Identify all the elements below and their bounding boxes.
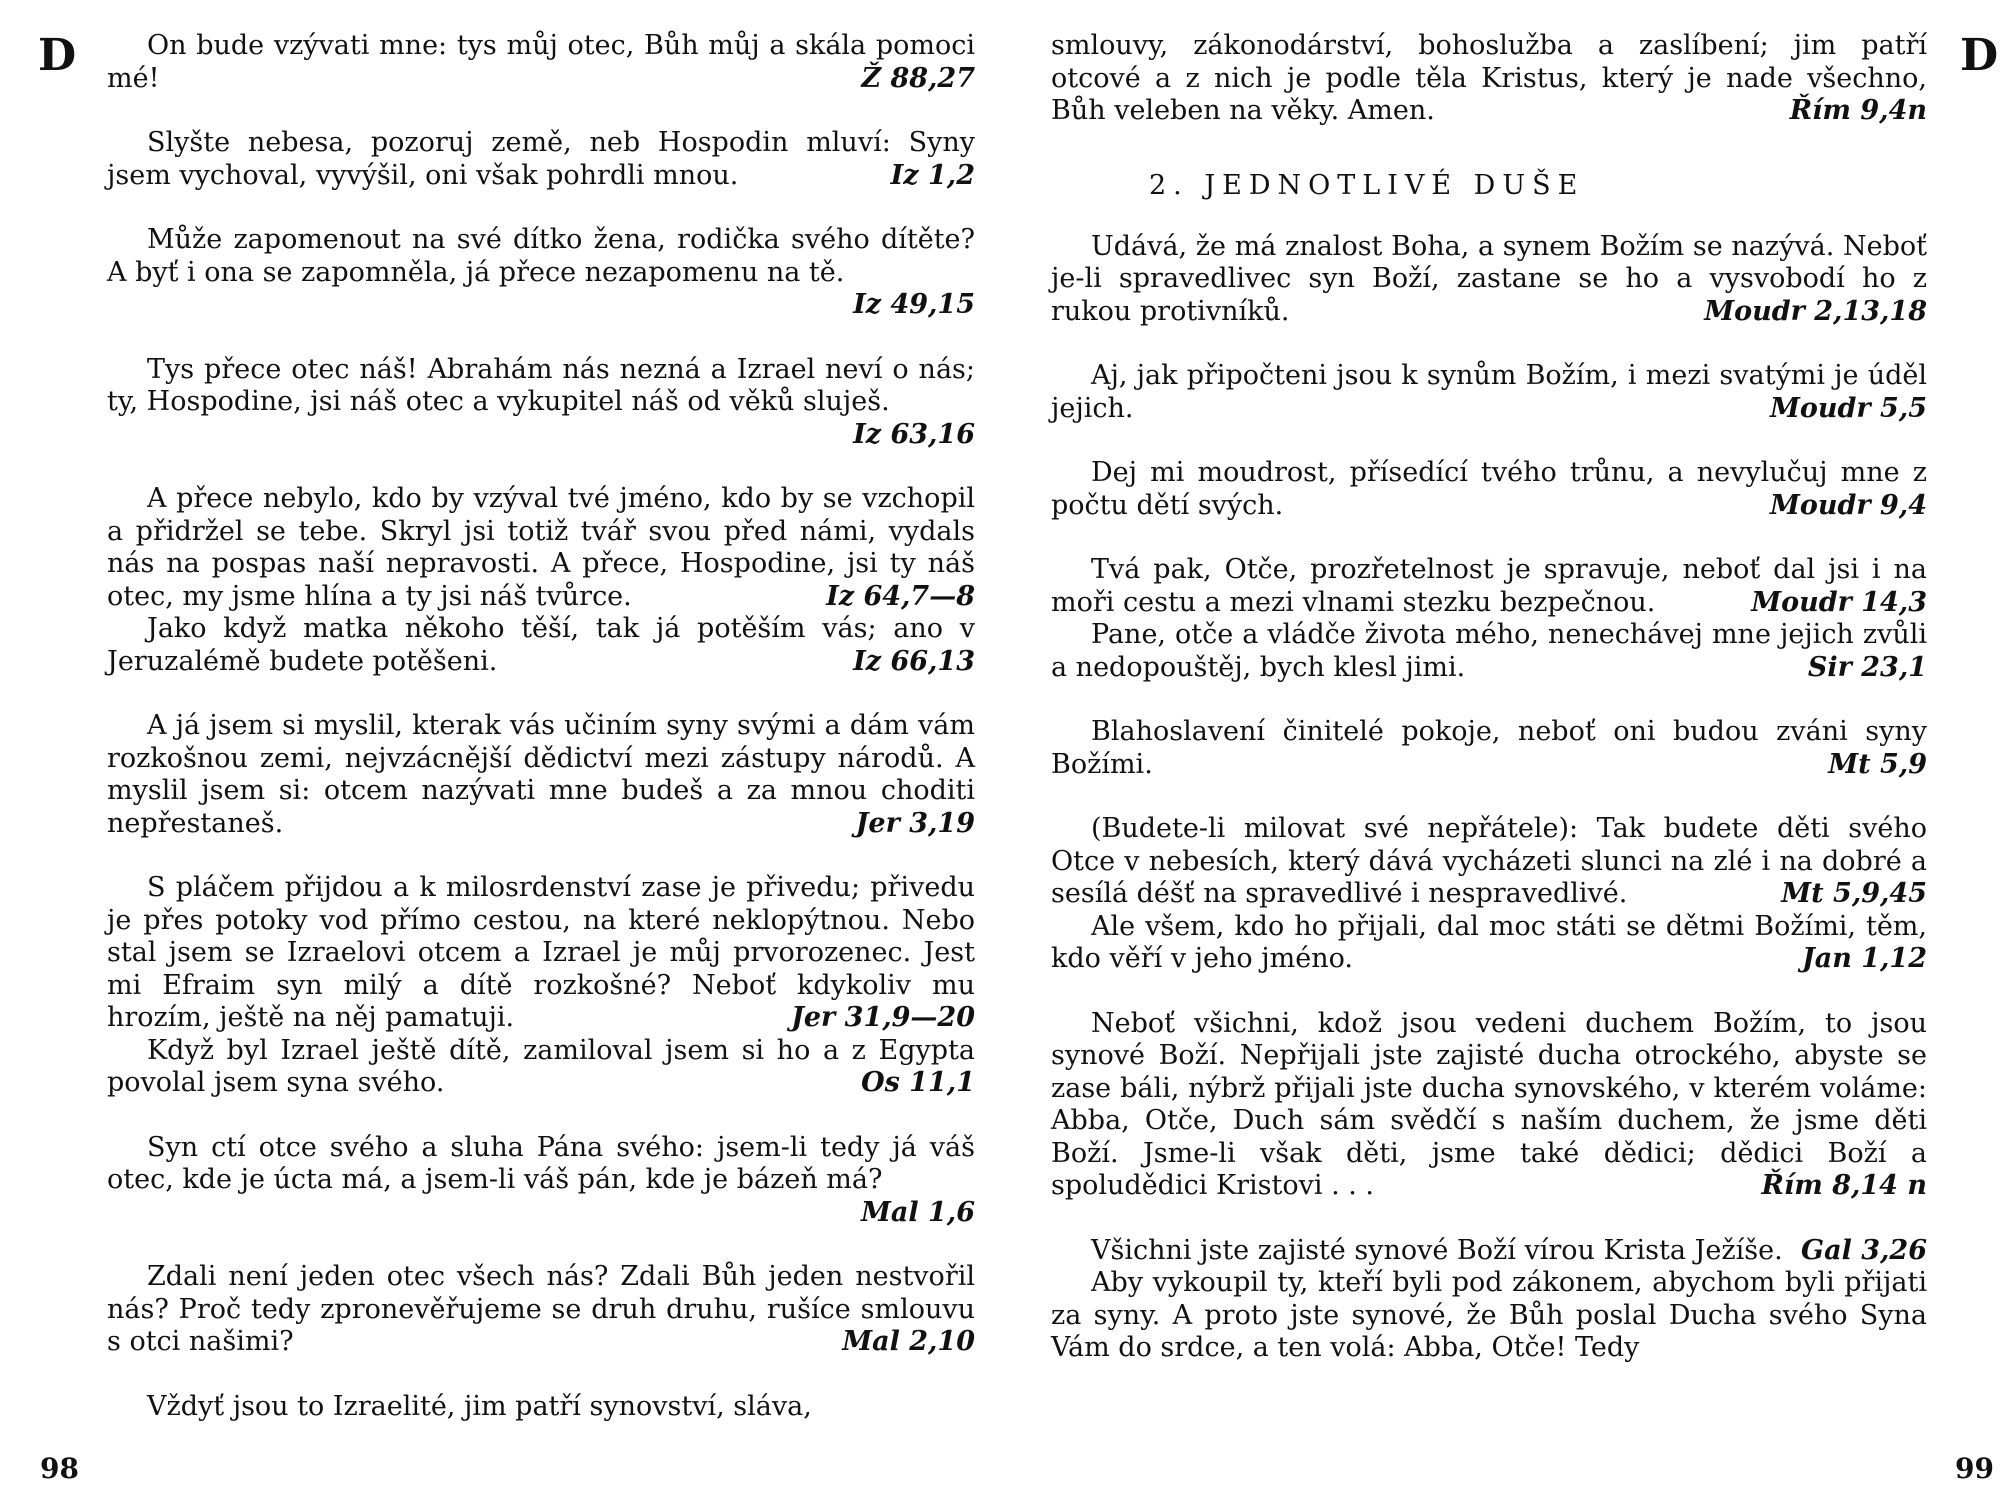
verse-text: Pane, otče a vládče života mého, nenechávej mne jejich zvůli a nedopouštěj, bych klesl jimi.: [1051, 619, 1927, 683]
verse: [107, 127, 975, 192]
verse-text: Udává, že má znalost Boha, a synem Božím se nazývá. Neboť je-li spravedlivec syn Boží, zastane se ho a vysvobodí ho z rukou protivníků.: [1051, 230, 1927, 327]
verse-reference: Mal 1,6: [860, 1196, 975, 1228]
verse: [1051, 1235, 1927, 1268]
verse-reference: Iz 49,15: [853, 289, 975, 320]
verse-text: Zdali není jeden otec všech nás? Zdali Bůh jeden nestvořil nás? Proč tedy zpronevěřujeme se druh druhu, rušíce smlouvu s otci našimi?: [107, 1261, 975, 1357]
verse-reference: Moudr 14,3: [1751, 586, 1927, 618]
verse-text: Jako když matka někoho těší, tak já potěším vás; ano v Jeruzalémě budete potěšeni.: [107, 613, 975, 677]
section-heading: 2. JEDNOTLIVÉ DUŠE: [1149, 169, 1585, 201]
verse-reference: Iz 64,7—8: [826, 580, 975, 612]
verse: [107, 872, 975, 1035]
verse: [107, 354, 975, 452]
verse-reference: Moudr 9,4: [1769, 489, 1927, 521]
verse: [107, 1261, 975, 1359]
verse-reference: Iz 66,13: [853, 645, 975, 677]
verse-text: Ale všem, kdo ho přijali, dal moc státi se dětmi Božími, těm, kdo věří v jeho jméno.: [1051, 910, 1927, 974]
verse-reference: Sir 23,1: [1807, 651, 1927, 683]
right-page: [1007, 0, 2014, 1501]
verse-reference: Gal 3,26: [1801, 1234, 1927, 1266]
verse-reference: Řím 9,4n: [1789, 95, 1927, 126]
verse: [107, 30, 975, 95]
verse-reference: Mal 2,10: [842, 1326, 975, 1357]
verse-text: On bude vzývati mne: tys můj otec, Bůh můj a skála pomoci mé!: [107, 30, 975, 94]
verse-text: Neboť všichni, kdož jsou vedeni duchem Božím, to jsou synové Boží. Nepřijali jste zajisté ducha otrockého, abyste se zase báli, nýbrž přijali jste ducha synovského, v kterém voláme: Abba, Otče, Duch sám svědčí s naším duchem, že jsme děti Boží. Jsme-li však děti, jsme také dědici; dědici Boží a spoludědici Kristovi . . .: [1051, 1007, 1927, 1201]
verse: [107, 613, 975, 678]
verse: [107, 1132, 975, 1230]
verse: [1051, 457, 1927, 522]
verse-reference: Iz 1,2: [890, 159, 975, 191]
verse: [107, 1391, 975, 1424]
verse: [107, 483, 975, 613]
thumb-index-letter: D: [1960, 30, 1999, 81]
verse-text: Může zapomenout na své dítko žena, rodička svého dítěte? A byť i ona se zapomněla, já přece nezapomenu na tě.: [107, 224, 975, 288]
verse: [1051, 554, 1927, 619]
verse: [107, 710, 975, 840]
verse-reference: Jan 1,12: [1801, 943, 1927, 974]
verse: [1051, 231, 1927, 329]
verse-reference: Moudr 5,5: [1769, 392, 1927, 424]
verse-text: Aby vykoupil ty, kteří byli pod zákonem, abychom byli přijati za syny. A proto jste synové, že Bůh poslal Ducha svého Syna Vám do srdce, a ten volá: Abba, Otče! Tedy: [1051, 1267, 1927, 1363]
page-number: 99: [1955, 1452, 1994, 1485]
right-text-column: [1051, 30, 1927, 1365]
verse-text: (Budete-li milovat své nepřátele): Tak budete děti svého Otce v nebesích, který dává vycházeti slunci na zlé i na dobré a sesílá déšť na spravedlivé i nespravedlivé.: [1051, 813, 1927, 909]
verse-text: Dej mi moudrost, přísedící tvého trůnu, a nevylučuj mne z počtu dětí svých.: [1051, 457, 1927, 521]
verse-text: A přece nebylo, kdo by vzýval tvé jméno, kdo by se vzchopil a přidržel se tebe. Skryl jsi totiž tvář svou před námi, vydals nás na pospas naší nepravosti. A přece, Hospodine, jsi ty náš otec, my jsme hlína a ty jsi náš tvůrce.: [107, 483, 975, 612]
verse: [1051, 716, 1927, 781]
verse-text: smlouvy, zákonodárství, bohoslužba a zaslíbení; jim patří otcové a z nich je podle těla Kristus, který je nade všechno, Bůh veleben na věky. Amen.: [1051, 30, 1927, 126]
verse: [1051, 813, 1927, 911]
verse: [1051, 911, 1927, 976]
verse-text: Slyšte nebesa, pozoruj země, neb Hospodin mluví: Syny jsem vychoval, vyvýšil, oni však pohrdli mnou.: [107, 127, 975, 191]
verse-text: Tys přece otec náš! Abrahám nás nezná a Izrael neví o nás; ty, Hospodine, jsi náš otec a vykupitel náš od věků sluješ.: [107, 353, 975, 417]
verse-text: Když byl Izrael ještě dítě, zamiloval jsem si ho a z Egypta povolal jsem syna svého.: [107, 1034, 975, 1098]
verse-text: Syn ctí otce svého a sluha Pána svého: jsem-li tedy já váš otec, kde je úcta má, a jsem-li váš pán, kde je bázeň má?: [107, 1131, 975, 1195]
verse-text: Blahoslavení činitelé pokoje, neboť oni budou zváni syny Božími.: [1051, 716, 1927, 780]
left-text-column: [107, 30, 975, 1423]
verse: [1051, 619, 1927, 684]
verse: [1051, 1267, 1927, 1365]
verse-reference: Os 11,1: [861, 1067, 975, 1098]
verse-reference: Ž 88,27: [861, 62, 975, 94]
verse-text: S pláčem přijdou a k milosrdenství zase je přivedu; přivedu je přes potoky vod přímo cestou, na které neklopýtnou. Nebo stal jsem se Izraelovi otcem a Izrael je můj prvorozenec. Jest mi Efraim syn milý a dítě rozkošné? Neboť kdykoliv mu hrozím, ještě na něj pamatuji.: [107, 872, 975, 1033]
verse-reference: Jer 3,19: [855, 807, 975, 839]
verse-reference: Mt 5,9,45: [1781, 878, 1927, 909]
verse-text: Aj, jak připočteni jsou k synům Božím, i mezi svatými je úděl jejich.: [1051, 360, 1927, 424]
verse: [107, 224, 975, 322]
verse-reference: Řím 8,14 n: [1761, 1170, 1927, 1201]
thumb-index-letter: D: [38, 30, 77, 81]
verse-reference: Mt 5,9: [1828, 748, 1927, 780]
verse: [1051, 1008, 1927, 1203]
verse-reference: Jer 31,9—20: [791, 1002, 975, 1033]
verse: [1051, 360, 1927, 425]
verse-reference: Moudr 2,13,18: [1704, 295, 1927, 327]
page-number: 98: [40, 1452, 79, 1485]
verse-continuation: [1051, 30, 1927, 128]
verse-text: Vždyť jsou to Izraelité, jim patří synovství, sláva,: [147, 1390, 812, 1422]
verse-text: Tvá pak, Otče, prozřetelnost je spravuje, neboť dal jsi i na moři cestu a mezi vlnami stezku bezpečnou.: [1051, 554, 1927, 618]
verse: [107, 1035, 975, 1100]
verse-reference: Iz 63,16: [853, 418, 975, 450]
verse-text: Všichni jste zajisté synové Boží vírou Krista Ježíše.: [1091, 1234, 1783, 1266]
verse-text: A já jsem si myslil, kterak vás učiním syny svými a dám vám rozkošnou zemi, nejvzácnější dědictví mezi zástupy národů. A myslil jsem si: otcem nazývati mne budeš a za mnou choditi nepřestaneš.: [107, 710, 975, 839]
